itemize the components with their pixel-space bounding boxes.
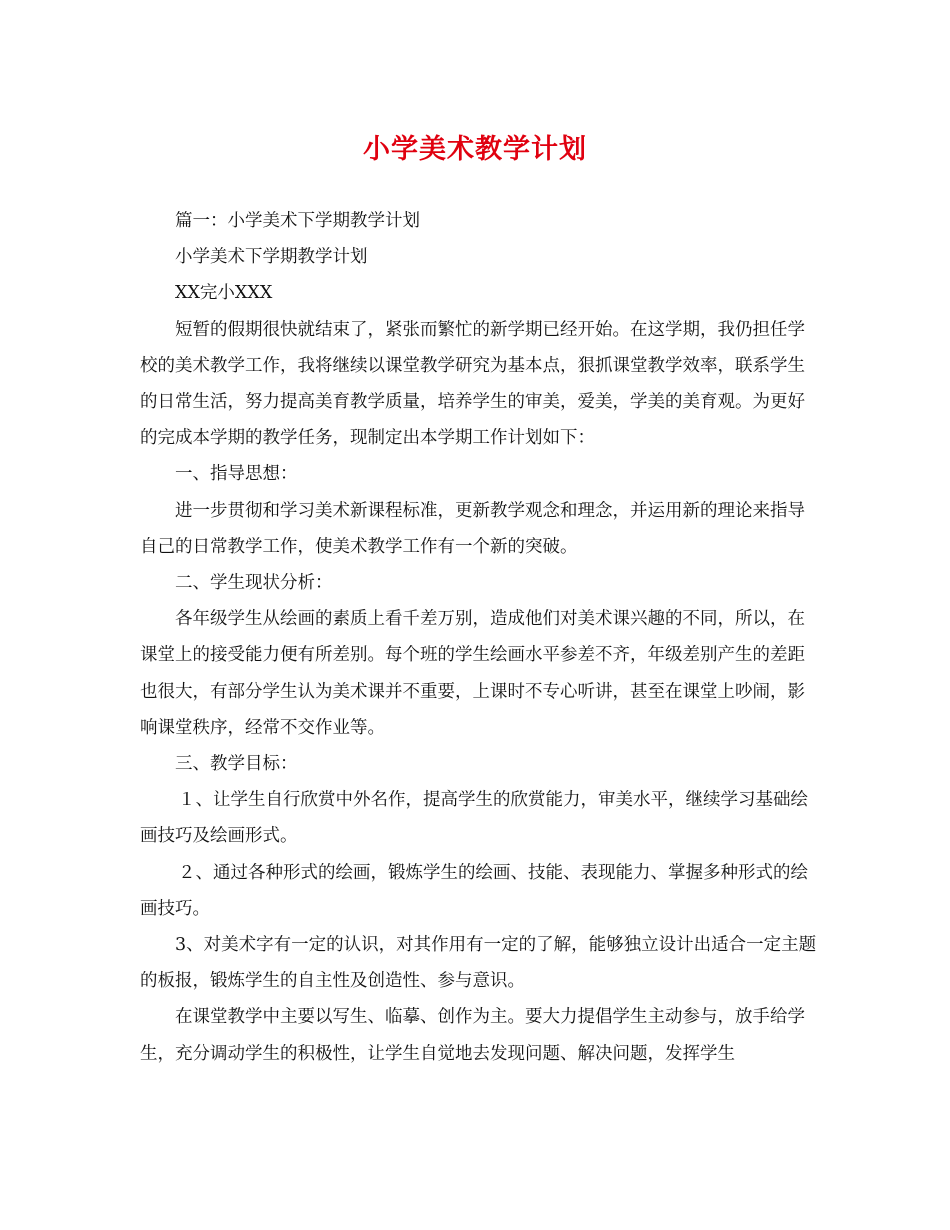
goal-item-2: ２、通过各种形式的绘画，锻炼学生的绘画、技能、表现能力、掌握多种形式的绘画技巧。	[140, 862, 808, 919]
paragraph-intro: 短暂的假期很快就结束了，紧张而繁忙的新学期已经开始。在这学期，我仍担任学校的美术教学工作，我将继续以课堂教学研究为基本点，狠抓课堂教学效率，联系学生的日常生活，努力提高美育教学质量，培养学生的审美，爱美，学美的美育观。为更好的完成本学期的教学任务，现制定出本学期工作计划如下：	[140, 319, 805, 449]
heading-teaching-goals: 三、教学目标：	[175, 754, 298, 775]
document-title: 小学美术教学计划	[363, 134, 587, 165]
goal-item-3: 3、对美术字有一定的认识，对其作用有一定的了解，能够独立设计出适合一定主题的板报，锻炼学生的自主性及创造性、参与意识。	[140, 935, 817, 992]
paragraph-student-analysis: 各年级学生从绘画的素质上看千差万别，造成他们对美术课兴趣的不同，所以，在课堂上的接受能力便有所差别。每个班的学生绘画水平参差不齐，年级差别产生的差距也很大，有部分学生认为美术课并不重要，上课时不专心听讲，甚至在课堂上吵闹，影响课堂秩序，经常不交作业等。	[140, 609, 805, 738]
paragraph-section-heading: 篇一：小学美术下学期教学计划	[175, 211, 420, 231]
heading-student-analysis: 二、学生现状分析：	[175, 573, 333, 594]
paragraph-subtitle: 小学美术下学期教学计划	[175, 247, 368, 268]
paragraph-guiding-thought: 进一步贯彻和学习美术新课程标准，更新教学观念和理念，并运用新的理论来指导自己的日常教学工作，使美术教学工作有一个新的突破。	[140, 500, 805, 557]
document-body	[140, 203, 820, 1072]
paragraph-classroom-teaching: 在课堂教学中主要以写生、临摹、创作为主。要大力提倡学生主动参与，放手给学生，充分调动学生的积极性，让学生自觉地去发现问题、解决问题，发挥学生	[140, 1007, 805, 1064]
heading-guiding-thought: 一、指导思想：	[175, 464, 298, 485]
paragraph-author: XX完小XXX	[175, 283, 273, 304]
goal-item-1: １、让学生自行欣赏中外名作，提高学生的欣赏能力，审美水平，继续学习基础绘画技巧及绘画形式。	[140, 790, 808, 847]
